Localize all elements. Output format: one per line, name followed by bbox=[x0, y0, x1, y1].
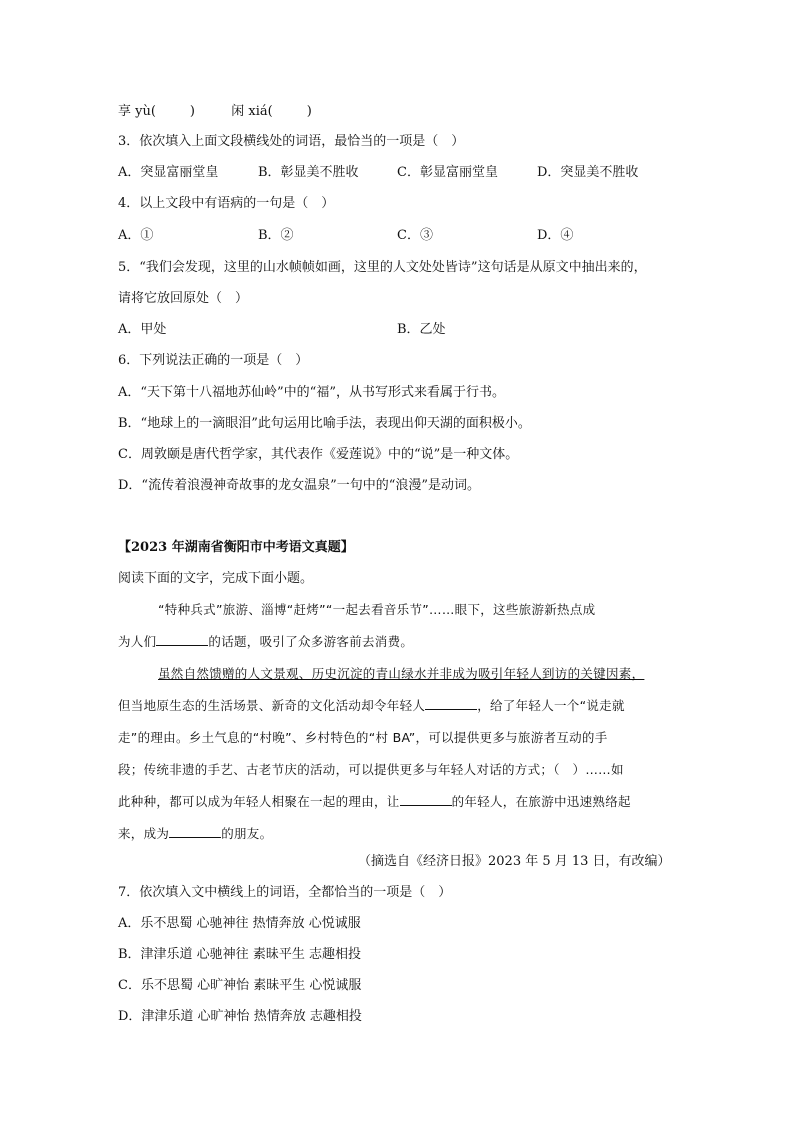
q7-stem: 7．依次填入文中横线上的词语，全都恰当的一项是（ ） bbox=[118, 885, 452, 900]
q5-stem-line1: 5．“我们会发现，这里的山水帧帧如画，这里的人文处处皆诗”这句话是从原文中抽出来的， bbox=[118, 260, 647, 275]
q7-option-d[interactable]: D．津津乐道 心旷神怡 热情奔放 志趣相投 bbox=[118, 1009, 362, 1024]
q4-option-d[interactable]: D．④ bbox=[537, 228, 574, 243]
passage-p2-line6 bbox=[118, 825, 272, 843]
fill-blank-2[interactable] bbox=[425, 697, 477, 710]
q3-option-a[interactable]: A．突显富丽堂皇 bbox=[118, 165, 219, 180]
q3-option-b[interactable]: B．彰显美不胜收 bbox=[258, 165, 359, 180]
pinyin-xia-close: ) bbox=[306, 104, 312, 119]
q4-option-a[interactable]: A．① bbox=[118, 228, 154, 243]
q3-option-d[interactable]: D．突显美不胜收 bbox=[537, 165, 639, 180]
passage-p2-line5 bbox=[118, 793, 631, 811]
q6-option-d[interactable]: D．“流传着浪漫神奇故事的龙女温泉”一句中的“浪漫”是动词。 bbox=[118, 478, 481, 493]
passage-text: 的话题，吸引了众多游客前去消费。 bbox=[208, 634, 414, 649]
passage-text: 但当地原生态的生活场景、新奇的文化活动却令年轻人 bbox=[118, 698, 426, 713]
q7-option-b[interactable]: B．津津乐道 心驰神往 素昧平生 志趣相投 bbox=[118, 947, 361, 962]
q4-option-b[interactable]: B．② bbox=[258, 228, 294, 243]
passage-p2-line1: 虽然自然馈赠的人文景观、历史沉淀的青山绿水并非成为吸引年轻人到访的关键因素， bbox=[158, 666, 645, 681]
passage-text: 来，成为 bbox=[118, 826, 170, 841]
q6-option-a[interactable]: A．“天下第十八福地苏仙岭”中的“福”，从书写形式来看属于行书。 bbox=[118, 385, 505, 400]
fill-blank-1[interactable] bbox=[156, 633, 208, 646]
pinyin-yu-close: ) bbox=[189, 104, 195, 119]
q3-option-c[interactable]: C．彰显富丽堂皇 bbox=[397, 165, 498, 180]
q6-stem: 6．下列说法正确的一项是（ ） bbox=[118, 353, 309, 368]
q5-stem-line2: 请将它放回原处（ ） bbox=[118, 291, 249, 306]
q6-option-b[interactable]: B．“地球上的一滴眼泪”此句运用比喻手法，表现出仰天湖的面积极小。 bbox=[118, 416, 531, 431]
passage-text: 的年轻人，在旅游中迅速熟络起 bbox=[451, 794, 631, 809]
passage-p2-line2 bbox=[118, 697, 625, 715]
passage-text: 为人们 bbox=[118, 634, 157, 649]
section-title: 【2023 年湖南省衡阳市中考语文真题】 bbox=[118, 540, 354, 555]
q7-option-c[interactable]: C．乐不思蜀 心旷神怡 素昧平生 心悦诚服 bbox=[118, 978, 362, 993]
fill-blank-3[interactable] bbox=[400, 793, 452, 806]
pinyin-yu: 享 yù( bbox=[118, 104, 156, 119]
fill-blank-4[interactable] bbox=[169, 825, 221, 838]
passage-p2-line3: 走”的理由。乡土气息的“村晚”、乡村特色的“村 BA”，可以提供更多与旅游者互动的手 bbox=[118, 730, 608, 745]
q3-stem: 3．依次填入上面文段横线处的词语，最恰当的一项是（ ） bbox=[118, 134, 465, 149]
passage-text: ，给了年轻人一个“说走就 bbox=[477, 698, 625, 713]
q5-option-b[interactable]: B．乙处 bbox=[397, 322, 446, 337]
q5-option-a[interactable]: A．甲处 bbox=[118, 322, 167, 337]
pinyin-xia: 闲 xiá( bbox=[231, 104, 273, 119]
pinyin-line bbox=[118, 103, 312, 121]
q4-stem: 4．以上文段中有语病的一句是（ ） bbox=[118, 196, 335, 211]
passage-text: 的朋友。 bbox=[221, 826, 273, 841]
passage-source: （摘选自《经济日报》2023 年 5 月 13 日，有改编） bbox=[358, 854, 671, 869]
section-instruction: 阅读下面的文字，完成下面小题。 bbox=[118, 571, 314, 586]
q6-option-c[interactable]: C．周敦颐是唐代哲学家，其代表作《爱莲说》中的“说”是一种文体。 bbox=[118, 447, 519, 462]
q7-option-a[interactable]: A．乐不思蜀 心驰神往 热情奔放 心悦诚服 bbox=[118, 916, 361, 931]
passage-p1-line2 bbox=[118, 633, 413, 651]
passage-p1-line1: “特种兵式”旅游、淄博“赶烤”“一起去看音乐节”……眼下，这些旅游新热点成 bbox=[158, 602, 596, 617]
passage-text: 此种种，都可以成为年轻人相聚在一起的理由，让 bbox=[118, 794, 400, 809]
passage-p2-line4: 段；传统非遗的手艺、古老节庆的活动，可以提供更多与年轻人对话的方式；（ ）……如 bbox=[118, 762, 624, 777]
q4-option-c[interactable]: C．③ bbox=[397, 228, 433, 243]
